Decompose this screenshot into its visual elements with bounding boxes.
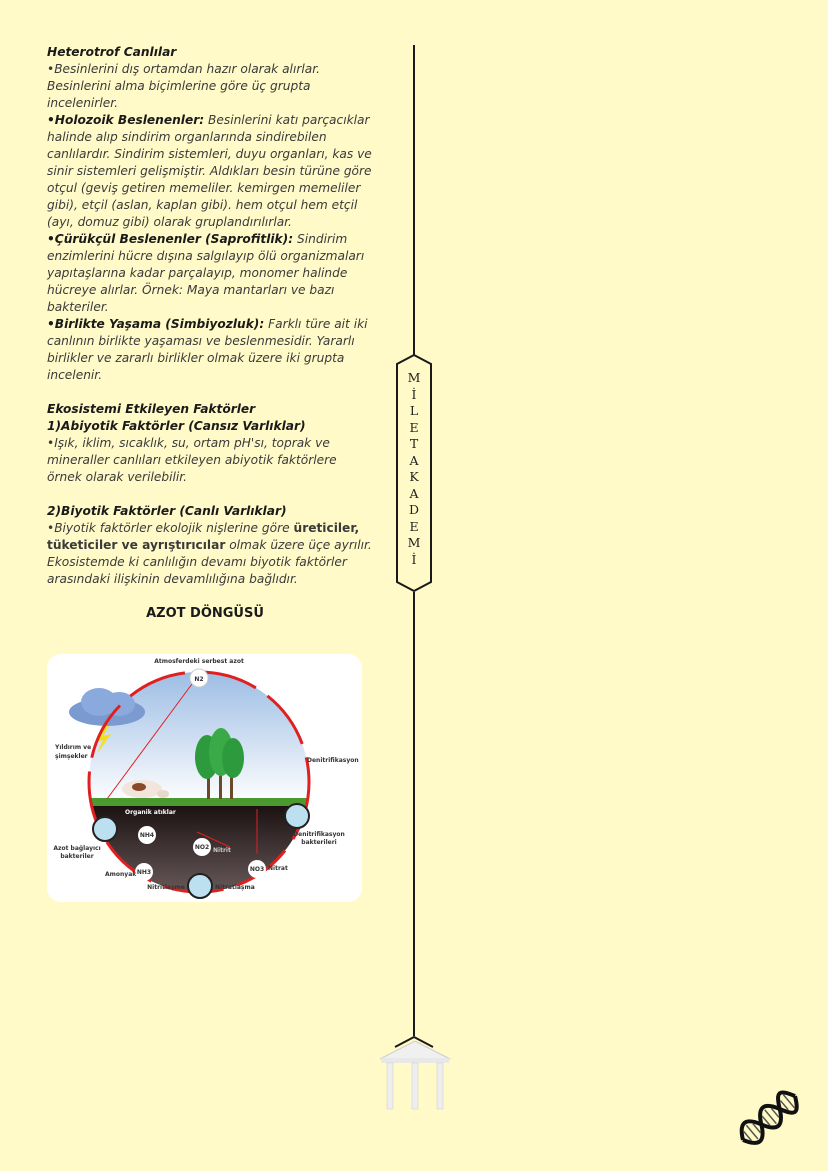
brand-letter: E xyxy=(409,419,419,435)
text-column xyxy=(47,44,372,588)
label-denit-bak-1: Denitrifikasyon xyxy=(293,831,345,838)
label-nitritlesme: Nitritleşme xyxy=(147,884,185,891)
divider-line-top xyxy=(413,45,415,355)
curukcul-paragraph xyxy=(47,231,372,316)
label-azot-bag-2: bakteriler xyxy=(60,853,94,860)
label-denitrifikasyon: Denitrifikasyon xyxy=(307,757,359,764)
birlikte-paragraph xyxy=(47,316,372,384)
heterotrof-title: Heterotrof Canlılar xyxy=(47,45,177,59)
label-n2: N2 xyxy=(194,676,204,683)
brand-letter: K xyxy=(409,469,419,484)
biyotik-bold: üreticiler, tüketiciler ve ayrıştırıcılar xyxy=(47,521,360,552)
brand-letter: L xyxy=(409,403,419,418)
brand-letter: A xyxy=(409,485,419,501)
biyotik-paragraph xyxy=(47,520,372,588)
holozoik-label: •Holozoik Beslenenler: xyxy=(47,113,205,127)
holozoik-paragraph xyxy=(47,112,372,231)
label-denit-bak-2: bakterileri xyxy=(301,839,337,846)
biyotik-text-1: •Biyotik faktörler ekolojik nişlerine göre xyxy=(47,521,294,535)
dna-icon xyxy=(733,1082,805,1154)
biyotik-title: 2)Biyotik Faktörler (Canlı Varlıklar) xyxy=(47,504,287,518)
brand-vertical-text xyxy=(396,370,432,568)
label-no3: NO3 xyxy=(249,866,265,873)
heterotrof-intro: •Besinlerini dış ortamdan hazır olarak alırlar. Besinlerini alma biçimlerine göre üç grupta incelenirler. xyxy=(47,62,320,110)
curukcul-text: Sindirim enzimlerini hücre dışına salgılayıp ölü organizmaları yapıtaşlarına kadar parçalayıp, monomer halinde hücreye alırlar. Örnek: Maya mantarları ve bazı bakteriler. xyxy=(47,232,365,314)
label-nh3: NH3 xyxy=(136,869,152,876)
divider-line-bottom xyxy=(413,592,415,1036)
brand-letter: M xyxy=(407,370,421,385)
label-yildirim: Yıldırım ve xyxy=(55,744,92,751)
brand-letter: İ xyxy=(411,551,417,567)
abiyotik-title: 1)Abiyotik Faktörler (Cansız Varlıklar) xyxy=(47,419,306,433)
label-simsekler: şimşekler xyxy=(55,753,88,760)
brand-letter: E xyxy=(409,518,419,534)
birlikte-label: •Birlikte Yaşama (Simbiyozluk): xyxy=(47,317,265,331)
holozoik-text: Besinlerini katı parçacıklar halinde alıp sindirim organlarında sindirebilen canlılardır. Sindirim sistemleri, duyu organları, kas ve sinir sistemleri gelişmiştir. Aldıkları besin türüne göre otçul (geviş getiren memeliler. kemirgen memeliler gibi), etçil (aslan, kaplan gibi). hem otçul hem etçil (ayı, domuz gibi) olarak gruplandırılırlar. xyxy=(47,113,372,229)
birlikte-text: Farklı türe ait iki canlının birlikte yaşaması ve beslenmesidir. Yararlı birlikler ve zararlı birlikler olmak üzere iki grupta incelenir. xyxy=(47,317,368,382)
ekosistem-title: Ekosistemi Etkileyen Faktörler xyxy=(47,402,256,416)
brand-letter: A xyxy=(409,452,419,468)
label-azot-bag-1: Azot bağlayıcı xyxy=(53,845,101,852)
azot-title: AZOT DÖNGÜSÜ xyxy=(146,606,264,621)
brand-letter: T xyxy=(409,436,419,451)
label-amonyak: Amonyak xyxy=(105,871,137,878)
label-no2: NO2 xyxy=(194,844,210,851)
label-atmosfer: Atmosferdeki serbest azot xyxy=(154,658,244,665)
biyotik-text-2: olmak üzere üçe ayrılır. Ekosistemde ki canlılığın devamı biyotik faktörler arasındaki ilişkinin devamlılığına bağlıdır. xyxy=(47,538,372,586)
label-nh4: NH4 xyxy=(139,832,155,839)
brand-letter: D xyxy=(408,502,420,517)
label-nitratlasma: Nitratlaşma xyxy=(215,884,255,891)
curukcul-label: •Çürükçül Beslenenler (Saprofitlik): xyxy=(47,232,294,246)
label-nitrat: Nitrat xyxy=(268,865,288,872)
brand-letter: M xyxy=(407,535,421,550)
brand-letter: İ xyxy=(411,386,417,402)
label-organik: Organik atıklar xyxy=(125,809,176,816)
nitrogen-cycle-diagram xyxy=(47,654,362,902)
temple-icon xyxy=(375,1025,455,1115)
label-nitrit: Nitrit xyxy=(213,847,231,854)
abiyotik-text: •Işık, iklim, sıcaklık, su, ortam pH'sı, toprak ve mineraller canlıları etkileyen abiyotik faktörlere örnek olarak verilebilir. xyxy=(47,436,337,484)
